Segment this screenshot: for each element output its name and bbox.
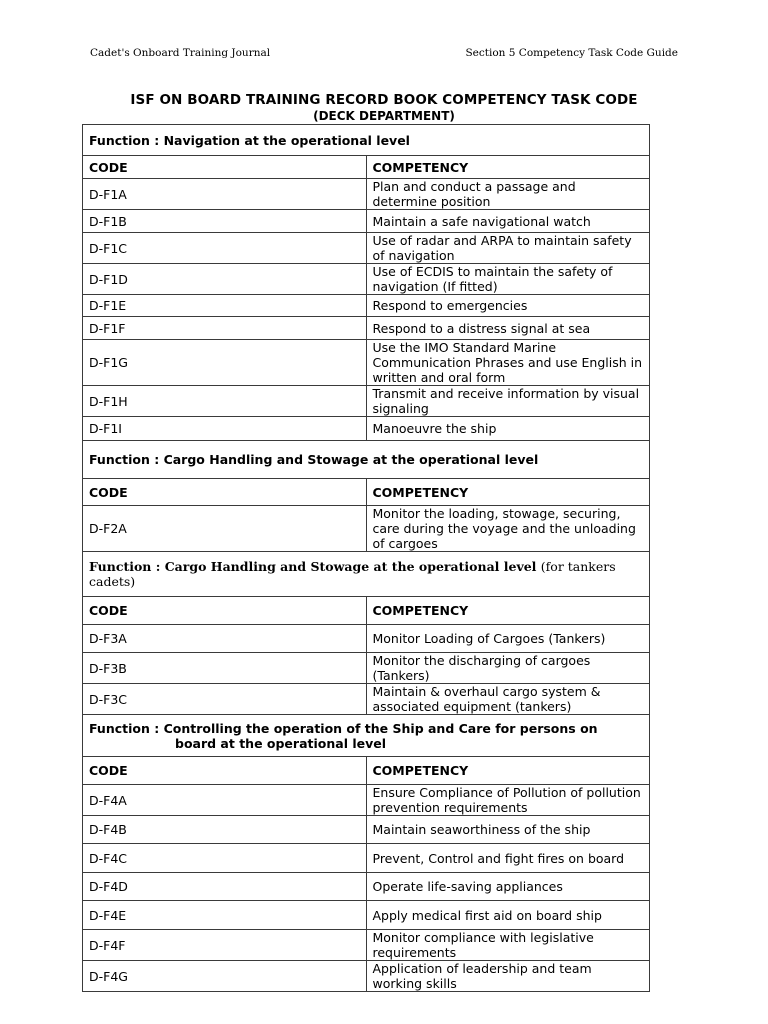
competency-cell: Use the IMO Standard Marine Communication Phrases and use English in written and oral form — [366, 340, 650, 386]
competency-cell: Maintain & overhaul cargo system & associated equipment (tankers) — [366, 684, 650, 715]
code-cell: D-F1G — [83, 340, 367, 386]
function-note: (for tankers cadets) — [89, 559, 616, 589]
table-row — [83, 653, 650, 684]
competency-cell: Operate life-saving appliances — [366, 873, 650, 901]
code-column-header: CODE — [83, 156, 367, 179]
code-cell: D-F4C — [83, 844, 367, 873]
table-row — [83, 210, 650, 233]
code-cell: D-F4E — [83, 901, 367, 930]
competency-cell: Monitor Loading of Cargoes (Tankers) — [366, 625, 650, 653]
code-cell: D-F1A — [83, 179, 367, 210]
competency-cell: Monitor compliance with legislative requirements — [366, 930, 650, 961]
column-header-row — [83, 757, 650, 785]
function-row — [83, 552, 650, 597]
function-row — [83, 125, 650, 156]
table-row — [83, 386, 650, 417]
column-header-row — [83, 479, 650, 506]
function-heading-line1: Function : Controlling the operation of the Ship and Care for persons on — [89, 720, 598, 736]
code-cell: D-F4D — [83, 873, 367, 901]
table-row — [83, 684, 650, 715]
table-row — [83, 179, 650, 210]
competency-cell: Use of ECDIS to maintain the safety of navigation (If fitted) — [366, 264, 650, 295]
column-header-row — [83, 156, 650, 179]
function-heading-line2: board at the operational level — [175, 735, 387, 751]
competency-cell: Apply medical first aid on board ship — [366, 901, 650, 930]
competency-table — [82, 124, 650, 992]
competency-cell: Maintain a safe navigational watch — [366, 210, 650, 233]
function-heading-text: Function : Cargo Handling and Stowage at the operational level — [89, 559, 537, 574]
code-cell: D-F4F — [83, 930, 367, 961]
running-header-right: Section 5 Competency Task Code Guide — [465, 47, 678, 59]
competency-cell: Application of leadership and team working skills — [366, 961, 650, 992]
code-cell: D-F3C — [83, 684, 367, 715]
table-row — [83, 961, 650, 992]
competency-cell: Monitor the discharging of cargoes (Tankers) — [366, 653, 650, 684]
table-row — [83, 873, 650, 901]
code-cell: D-F1I — [83, 417, 367, 441]
competency-column-header: COMPETENCY — [366, 156, 650, 179]
code-cell: D-F1E — [83, 295, 367, 317]
table-row — [83, 930, 650, 961]
page-subtitle: (DECK DEPARTMENT) — [313, 109, 455, 123]
code-cell: D-F1F — [83, 317, 367, 340]
table-row — [83, 317, 650, 340]
table-row — [83, 625, 650, 653]
competency-cell: Ensure Compliance of Pollution of pollution prevention requirements — [366, 785, 650, 816]
table-row — [83, 816, 650, 844]
table-row — [83, 295, 650, 317]
code-cell: D-F1D — [83, 264, 367, 295]
competency-cell: Transmit and receive information by visual signaling — [366, 386, 650, 417]
function-heading — [83, 552, 650, 597]
page-title: ISF ON BOARD TRAINING RECORD BOOK COMPETENCY TASK CODE — [130, 92, 638, 108]
competency-cell: Respond to emergencies — [366, 295, 650, 317]
competency-cell: Plan and conduct a passage and determine position — [366, 179, 650, 210]
table-row — [83, 264, 650, 295]
competency-cell: Respond to a distress signal at sea — [366, 317, 650, 340]
code-column-header: CODE — [83, 597, 367, 625]
competency-cell: Use of radar and ARPA to maintain safety of navigation — [366, 233, 650, 264]
code-cell: D-F1C — [83, 233, 367, 264]
function-heading: Function : Navigation at the operational level — [83, 125, 650, 156]
code-cell: D-F3B — [83, 653, 367, 684]
code-column-header: CODE — [83, 757, 367, 785]
function-heading — [83, 715, 650, 757]
function-row — [83, 715, 650, 757]
table-row — [83, 506, 650, 552]
table-row — [83, 901, 650, 930]
table-row — [83, 417, 650, 441]
competency-column-header: COMPETENCY — [366, 757, 650, 785]
function-heading: Function : Cargo Handling and Stowage at the operational level — [83, 441, 650, 479]
function-row — [83, 441, 650, 479]
competency-cell: Maintain seaworthiness of the ship — [366, 816, 650, 844]
competency-cell: Monitor the loading, stowage, securing, care during the voyage and the unloading of cargoes — [366, 506, 650, 552]
table-row — [83, 844, 650, 873]
competency-cell: Manoeuvre the ship — [366, 417, 650, 441]
code-cell: D-F1H — [83, 386, 367, 417]
code-cell: D-F3A — [83, 625, 367, 653]
running-header-left: Cadet's Onboard Training Journal — [90, 47, 271, 59]
code-cell: D-F2A — [83, 506, 367, 552]
code-cell: D-F4G — [83, 961, 367, 992]
code-cell: D-F4B — [83, 816, 367, 844]
competency-column-header: COMPETENCY — [366, 479, 650, 506]
table-row — [83, 340, 650, 386]
competency-column-header: COMPETENCY — [366, 597, 650, 625]
code-cell: D-F1B — [83, 210, 367, 233]
table-row — [83, 785, 650, 816]
column-header-row — [83, 597, 650, 625]
table-row — [83, 233, 650, 264]
code-column-header: CODE — [83, 479, 367, 506]
competency-cell: Prevent, Control and fight fires on board — [366, 844, 650, 873]
code-cell: D-F4A — [83, 785, 367, 816]
